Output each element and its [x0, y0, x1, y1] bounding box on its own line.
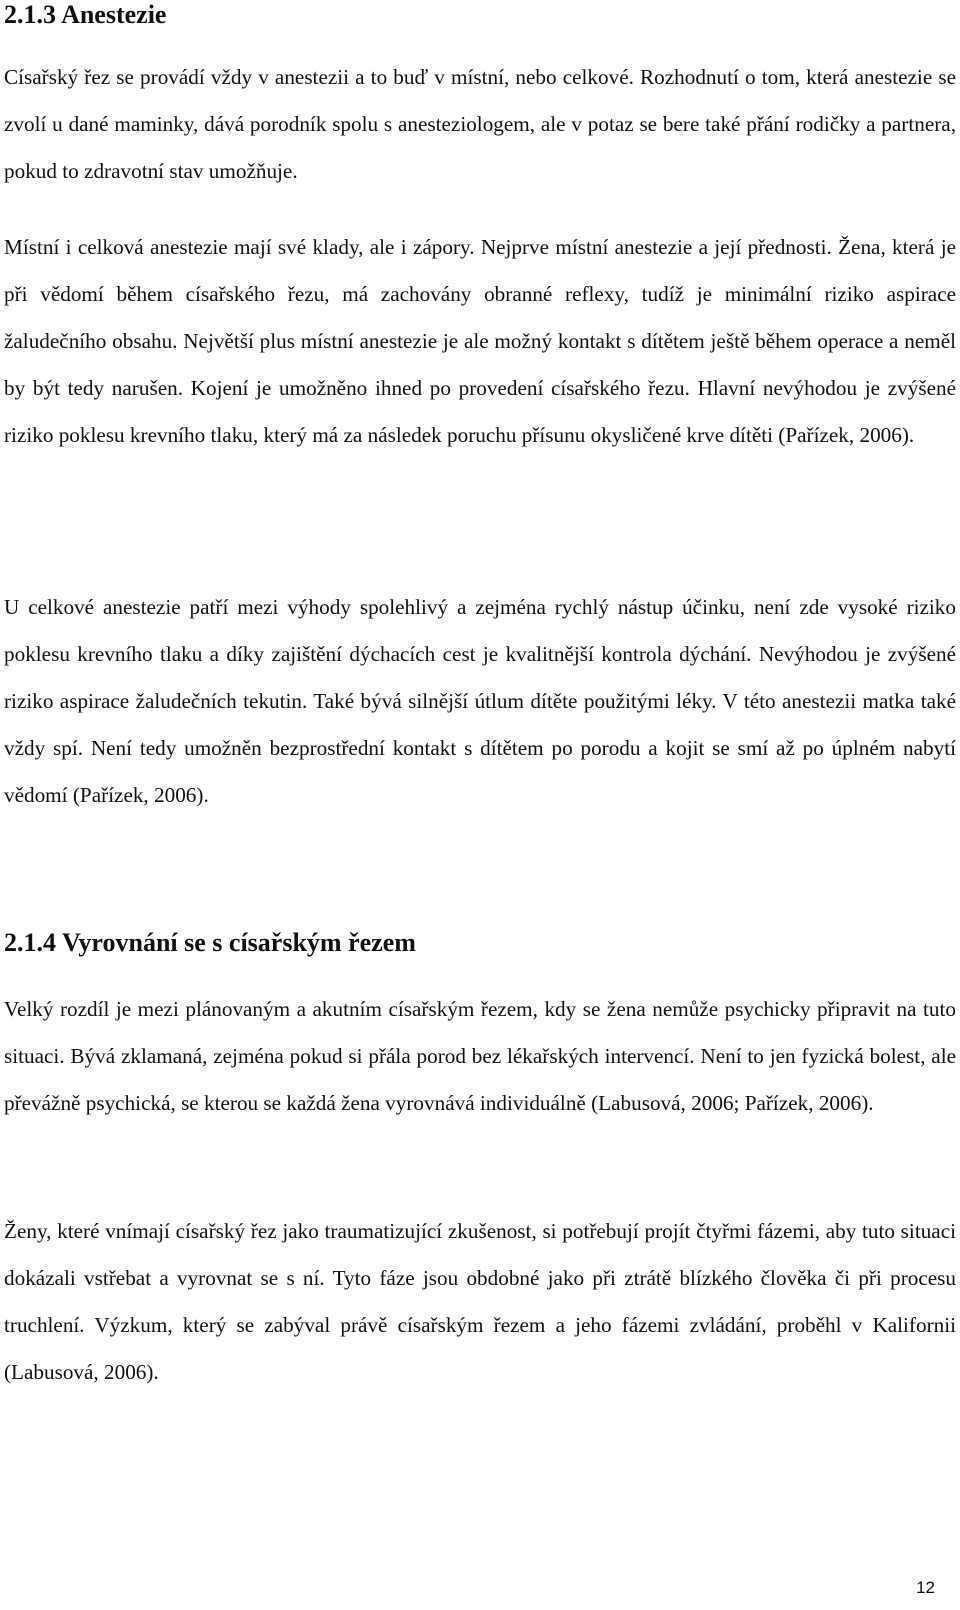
page-number: 12	[916, 1578, 935, 1597]
paragraph: Místní i celková anestezie mají své klady, ale i zápory. Nejprve místní anestezie a její přednosti. Žena, která je při vědomí během císařského řezu, má zachovány obranné reflexy, tudíž je minimální riziko aspirace žaludečního obsahu. Největší plus místní anestezie je ale možný kontakt s dítětem ještě během operace a neměl by být tedy narušen. Kojení je umožněno ihned po provedení císařského řezu. Hlavní nevýhodou je zvýšené riziko poklesu krevního tlaku, který má za následek poruchu přísunu okysličené krve dítěti (Pařízek, 2006).	[4, 235, 956, 447]
paragraph: Velký rozdíl je mezi plánovaným a akutním císařským řezem, kdy se žena nemůže psychicky připravit na tuto situaci. Bývá zklamaná, zejména pokud si přála porod bez lékařských intervencí. Není to jen fyzická bolest, ale převážně psychická, se kterou se každá žena vyrovnává individuálně (Labusová, 2006; Pařízek, 2006).	[4, 997, 956, 1115]
paragraph: U celkové anestezie patří mezi výhody spolehlivý a zejména rychlý nástup účinku, není zde vysoké riziko poklesu krevního tlaku a díky zajištění dýchacích cest je kvalitnější kontrola dýchání. Nevýhodou je zvýšené riziko aspirace žaludečních tekutin. Také bývá silnější útlum dítěte použitými léky. V této anestezii matka také vždy spí. Není tedy umožněn bezprostřední kontakt s dítětem po porodu a kojit se smí až po úplném nabytí vědomí (Pařízek, 2006).	[4, 595, 956, 807]
paragraph: Císařský řez se provádí vždy v anestezii a to buď v místní, nebo celkové. Rozhodnutí o tom, která anestezie se zvolí u dané maminky, dává porodník spolu s anesteziologem, ale v potaz se bere také přání rodičky a partnera, pokud to zdravotní stav umožňuje.	[4, 65, 956, 183]
section-heading: 2.1.3 Anestezie	[4, 0, 167, 29]
paragraph: Ženy, které vnímají císařský řez jako traumatizující zkušenost, si potřebují projít čtyřmi fázemi, aby tuto situaci dokázali vstřebat a vyrovnat se s ní. Tyto fáze jsou obdobné jako při ztrátě blízkého člověka či při procesu truchlení. Výzkum, který se zabýval právě císařským řezem a jeho fázemi zvládání, proběhl v Kalifornii (Labusová, 2006).	[4, 1219, 956, 1384]
section-heading: 2.1.4 Vyrovnání se s císařským řezem	[4, 928, 416, 957]
